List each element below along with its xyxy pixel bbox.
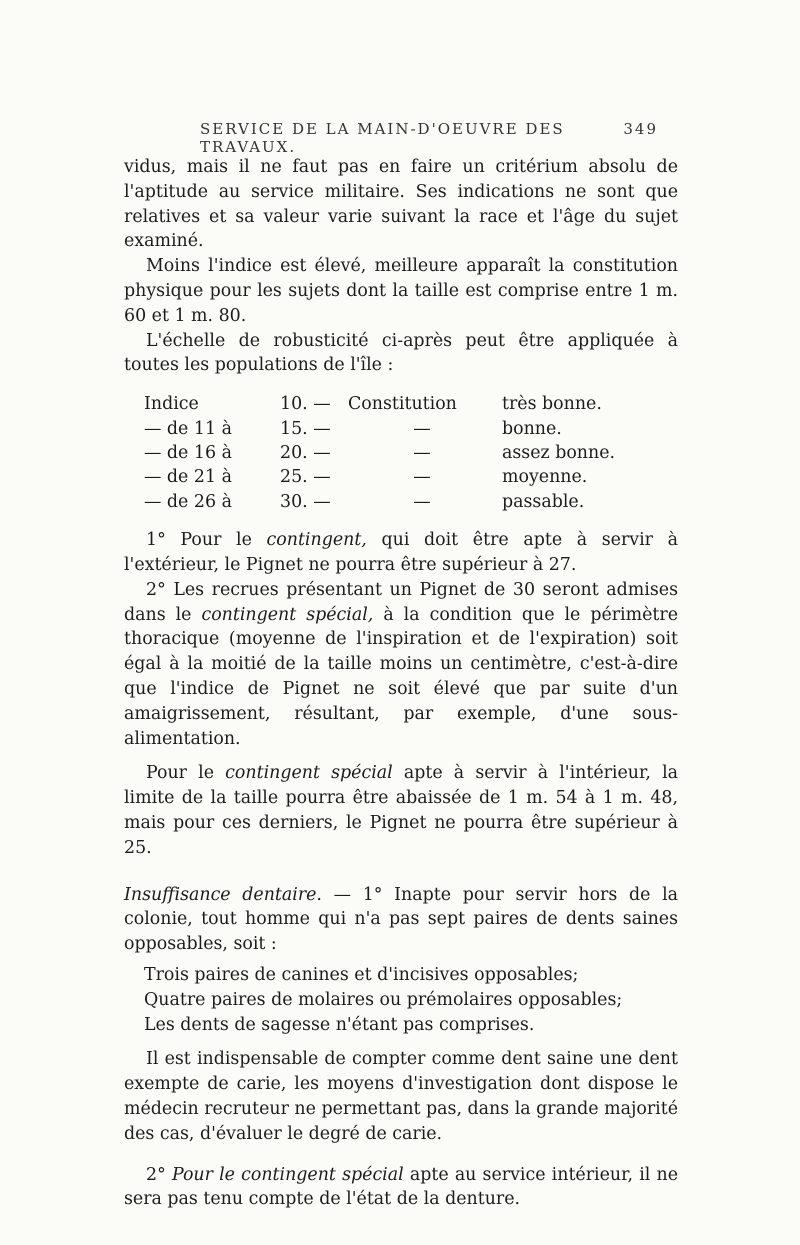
dental-list: [124, 963, 678, 1037]
scale-a: à: [221, 442, 232, 463]
paragraph-dental-intro: [124, 883, 678, 957]
table-row: [144, 417, 621, 441]
running-title: SERVICE DE LA MAIN-D'OEUVRE DES TRAVAUX.: [200, 120, 565, 156]
paragraph-echelle: L'échelle de robusticité ci-après peut être appliquée à toutes les populations de l'île :: [124, 330, 678, 376]
item-number: 2°: [146, 579, 166, 600]
scale-dash: —: [313, 442, 331, 463]
scale-a: à: [221, 467, 232, 488]
scale-from: 26: [193, 491, 217, 512]
scale-quality: passable.: [502, 491, 585, 512]
page-body: [124, 155, 678, 1212]
italic-term: Pour le contingent spécial: [171, 1164, 404, 1185]
paragraph-dental-2: [124, 1163, 678, 1213]
scale-label: —: [413, 491, 431, 512]
paragraph-carie: Il est indispensable de compter comme dent saine une dent exempte de carie, les moyens d'investigation dont dispose le médecin recruteur ne permettant pas, dans la grande majorité des cas, d'évaluer le degré de carie.: [124, 1049, 678, 1144]
scale-de: de: [166, 491, 189, 512]
italic-term: contingent spécial: [225, 763, 393, 784]
paragraph-indice: Moins l'indice est élevé, meilleure apparaît la constitution physique pour les sujets dont la taille est comprise entre 1 m. 60 et 1 m. 80.: [124, 256, 678, 326]
scale-de: de: [166, 418, 189, 439]
scale-indice: —: [144, 467, 162, 488]
scale-from: 16: [193, 442, 217, 463]
scale-value: 25.: [280, 467, 308, 488]
item-number: 1°: [146, 530, 166, 551]
scale-quality: bonne.: [502, 418, 562, 439]
table-row: [144, 441, 621, 465]
text-run: qui doit être apte à servir à l'extérieur, le Pignet ne pourra être supérieur à 27.: [124, 530, 678, 575]
running-header: [200, 120, 658, 156]
scale-dash: —: [313, 467, 331, 488]
scale-indice: —: [144, 491, 162, 512]
table-row: [144, 490, 621, 514]
text-run: Les recrues présentant un Pignet de 30 seront admises dans le: [124, 579, 678, 625]
text-run: Pour le: [180, 530, 252, 551]
scale-dash: —: [313, 491, 331, 512]
scale-value: 20.: [280, 442, 308, 463]
paragraph-continuation: vidus, mais il ne faut pas en faire un critérium absolu de l'aptitude au service militaire. Ses indications ne sont que relatives et sa valeur varie suivant la race et l'âge du sujet examiné.: [124, 157, 678, 252]
italic-term: contingent,: [266, 530, 367, 551]
scale-a: à: [221, 418, 232, 439]
item-number: 2°: [146, 1164, 166, 1185]
list-item: Quatre paires de molaires ou prémolaires opposables;: [144, 989, 623, 1010]
page-number: 349: [623, 120, 658, 138]
italic-term: contingent spécial,: [201, 604, 374, 625]
scale-label: Constitution: [348, 394, 457, 415]
scale-value: 10.: [280, 394, 308, 415]
scale-from: 21: [193, 467, 217, 488]
text-run: apte à servir à l'intérieur, la limite de la taille pourra être abaissée de 1 m. 54 à 1 m. 48, mais pour ces derniers, le Pignet ne pourra être supérieur à 25.: [124, 763, 679, 858]
paragraph-contingent-special: [124, 761, 678, 860]
text-run: Pour le: [146, 763, 214, 784]
scale-a: à: [221, 491, 232, 512]
paragraph-contingent-2: [124, 578, 678, 752]
list-item: Trois paires de canines et d'incisives opposables;: [144, 964, 579, 985]
scale-indice: —: [144, 418, 162, 439]
scale-label: —: [413, 418, 431, 439]
text-run: — 1° Inapte pour servir hors de la colonie, tout homme qui n'a pas sept paires de dents saines opposables, soit :: [124, 884, 679, 955]
scale-label: —: [413, 467, 431, 488]
scale-value: 30.: [280, 491, 308, 512]
scale-quality: assez bonne.: [502, 442, 616, 463]
scale-quality: très bonne.: [502, 394, 602, 415]
scale-quality: moyenne.: [502, 467, 588, 488]
section-heading: Insuffisance dentaire.: [124, 884, 322, 905]
scale-dash: —: [313, 394, 331, 415]
scale-from: 11: [193, 418, 217, 439]
scale-dash: —: [313, 418, 331, 439]
scale-indice: —: [144, 442, 162, 463]
list-item: Les dents de sagesse n'étant pas comprises.: [144, 1014, 535, 1035]
scale-value: 15.: [280, 418, 308, 439]
text-run: apte au service intérieur, il ne sera pas tenu compte de l'état de la denture.: [124, 1164, 678, 1210]
paragraph-contingent-1: [124, 528, 678, 578]
scale-de: de: [166, 467, 189, 488]
table-row: [144, 465, 621, 489]
scale-de: de: [166, 442, 189, 463]
table-row: [144, 392, 621, 416]
scale-indice: Indice: [144, 394, 199, 415]
robustness-scale-table: [144, 392, 621, 514]
scale-label: —: [413, 442, 431, 463]
text-run: à la condition que le périmètre thoracique (moyenne de l'inspiration et de l'expiration) soit égal à la moitié de la taille moins un centimètre, c'est-à-dire que l'indice de Pignet ne soit élevé que par suite d'un amaigrissement, résultant, par exemple, d'une sous-alimentation.: [124, 604, 678, 749]
